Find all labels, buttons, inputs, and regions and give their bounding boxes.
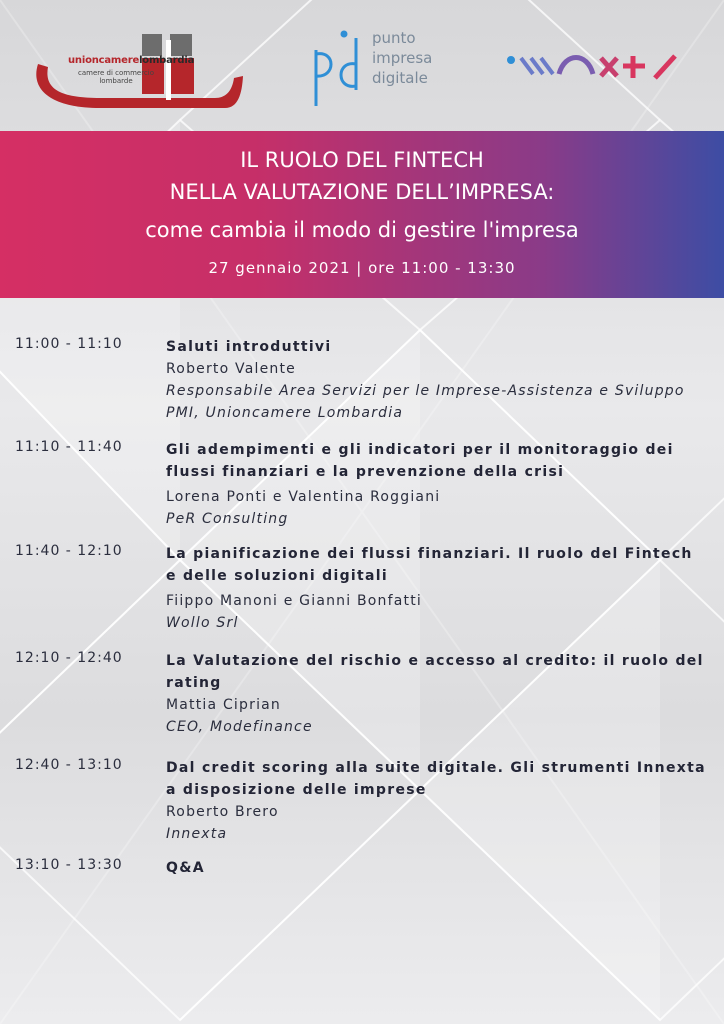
agenda-title: Q&A [166, 860, 205, 876]
agenda-title: Saluti introduttivi [166, 339, 332, 355]
agenda-title: Gli adempimenti e gli indicatori per il monitoraggio dei flussi finanziari e la prevenzione della crisi [166, 442, 674, 480]
logo-bar [0, 0, 724, 130]
agenda-role: Innexta [166, 826, 228, 842]
agenda-content [166, 757, 706, 845]
agenda-content [166, 543, 706, 634]
agenda-time: 12:40 - 13:10 [15, 757, 123, 773]
agenda-time: 12:10 - 12:40 [15, 650, 123, 666]
event-title-line-2: NELLA VALUTAZIONE DELL’IMPRESA: [169, 180, 555, 204]
punto-impresa-digitale-logo [310, 28, 460, 108]
agenda-content [166, 857, 706, 879]
agenda-role: PeR Consulting [166, 511, 289, 527]
unioncamere-wordmark: unioncamerelombardia [68, 55, 195, 66]
agenda-role: CEO, Modefinance [166, 719, 313, 735]
agenda-speaker: Roberto Valente [166, 361, 296, 377]
agenda-speaker: Fiippo Manoni e Gianni Bonfatti [166, 593, 422, 609]
agenda-time: 13:10 - 13:30 [15, 857, 123, 873]
unioncamere-subtitle: camere di commercio lombarde [78, 69, 155, 85]
innexta-logo [505, 48, 685, 88]
pid-mark-icon [310, 28, 368, 108]
event-title-banner [0, 131, 724, 298]
agenda-title: Dal credit scoring alla suite digitale. Gli strumenti Innexta a disposizione delle imprese [166, 760, 706, 798]
event-subtitle: come cambia il modo di gestire l'impresa [145, 218, 579, 242]
agenda-speaker: Roberto Brero [166, 804, 279, 820]
pid-wordmark: punto impresa digitale [372, 29, 433, 87]
agenda-title: La pianificazione dei flussi finanziari. Il ruolo del Fintech e delle soluzioni digitali [166, 546, 693, 584]
agenda-speaker: Mattia Ciprian [166, 697, 282, 713]
agenda-role: Wollo Srl [166, 615, 239, 631]
agenda-time: 11:40 - 12:10 [15, 543, 123, 559]
innexta-mark-icon [505, 48, 685, 88]
agenda-speaker: Lorena Ponti e Valentina Roggiani [166, 489, 441, 505]
unioncamere-lombardia-logo [30, 34, 245, 114]
event-title-line-1: IL RUOLO DEL FINTECH [240, 148, 484, 172]
agenda-content [166, 336, 706, 424]
agenda-time: 11:00 - 11:10 [15, 336, 123, 352]
agenda-content [166, 439, 706, 530]
agenda-title: La Valutazione del rischio e accesso al credito: il ruolo del rating [166, 653, 704, 691]
agenda-role: Responsabile Area Servizi per le Imprese-Assistenza e Sviluppo PMI, Unioncamere Lombardia [166, 383, 685, 421]
agenda-content [166, 650, 706, 738]
event-date-time: 27 gennaio 2021 | ore 11:00 - 13:30 [208, 259, 516, 277]
agenda-time: 11:10 - 11:40 [15, 439, 123, 455]
